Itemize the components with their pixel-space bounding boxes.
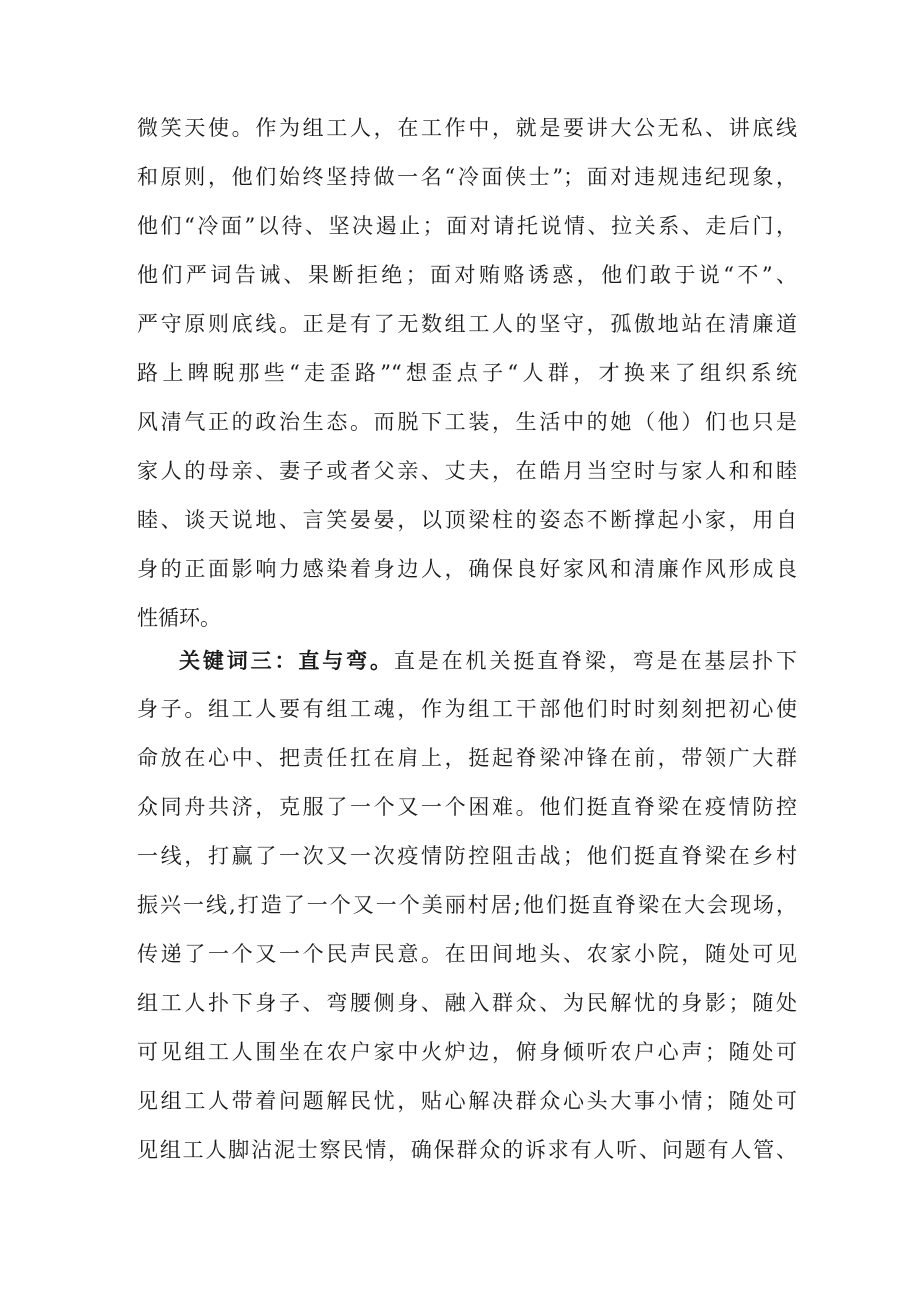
text-line: 组工人扑下身子、弯腰侧身、融入群众、为民解忧的身影；随处 [137,991,797,1015]
text-line: 众同舟共济，克服了一个又一个困难。他们挺直脊梁在疫情防控 [137,795,797,819]
text-line: 睦、谈天说地、言笑晏晏，以顶梁柱的姿态不断撑起小家，用自 [137,508,797,532]
text-line: 传递了一个又一个民声民意。在田间地头、农家小院，随处可见 [137,942,797,966]
text-line: 风清气正的政治生态。而脱下工装，生活中的她（他）们也只是 [137,410,797,434]
text-line: 见组工人脚沾泥士察民情，确保群众的诉求有人听、问题有人管、 [137,1138,797,1162]
text-line: 身子。组工人要有组工魂，作为组工干部他们时时刻刻把初心使 [137,697,797,721]
text-line: 振兴一线,打造了一个又一个美丽村居;他们挺直脊梁在大会现场， [137,893,797,917]
text-run: 直是在机关挺直脊梁，弯是在基层扑下 [393,649,798,673]
text-line: 可见组工人围坐在农户家中火炉边，俯身倾听农户心声；随处可 [137,1040,797,1064]
text-line-with-heading [137,636,797,685]
text-line: 家人的母亲、妻子或者父亲、丈夫，在皓月当空时与家人和和睦 [137,459,797,483]
text-line: 一线，打赢了一次又一次疫情防控阻击战；他们挺直脊梁在乡村 [137,844,797,868]
text-line: 身的正面影响力感染着身边人，确保良好家风和清廉作风形成良 [137,557,797,581]
paragraph-integrity [137,104,797,643]
text-line: 命放在心中、把责任扛在肩上，挺起脊梁冲锋在前，带领广大群 [137,746,797,770]
keyword-heading: 关键词三：直与弯。 [179,648,394,673]
text-line: 见组工人带着问题解民忧，贴心解决群众心头大事小情；随处可 [137,1089,797,1113]
paragraph-straight-and-bend [137,636,797,1175]
text-line: 严守原则底线。正是有了无数组工人的坚守，孤傲地站在清廉道 [137,312,797,336]
text-line: 他们严词告诫、果断拒绝；面对贿赂诱惑，他们敢于说“不”、 [137,263,797,287]
text-line: 微笑天使。作为组工人，在工作中，就是要讲大公无私、讲底线 [137,116,797,140]
text-line: 他们“冷面”以待、坚决遏止；面对请托说情、拉关系、走后门， [137,214,797,238]
text-line: 路上睥睨那些“走歪路”“想歪点子“人群，才换来了组织系统 [137,361,797,385]
text-line: 和原则，他们始终坚持做一名“冷面侠士”；面对违规违纪现象， [137,165,797,189]
text-line: 性循环。 [137,606,221,630]
